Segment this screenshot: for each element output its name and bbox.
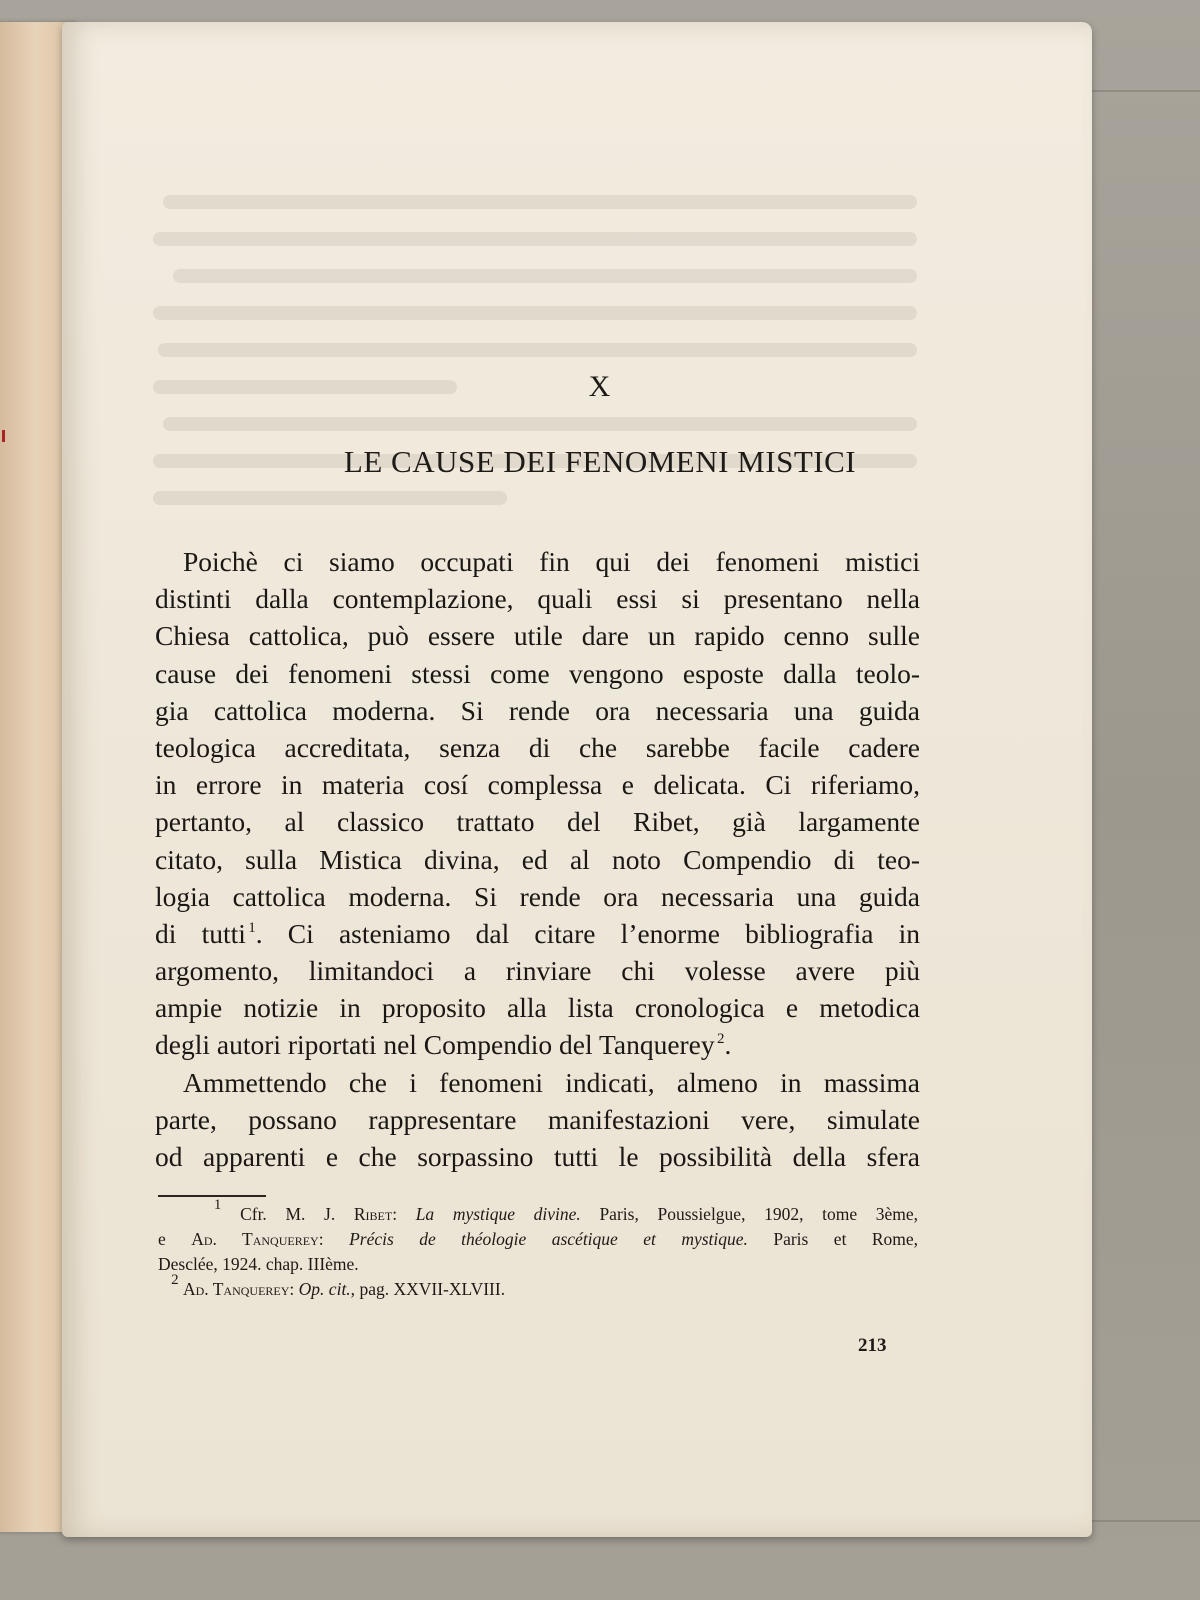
- body-line: logia cattolica moderna. Si rende ora necessaria una guida: [155, 880, 920, 912]
- footnote-text: :: [392, 1204, 398, 1224]
- footnotes: [158, 1197, 919, 1302]
- body-line: distinti dalla contemplazione, quali essi si presentano nella: [155, 583, 920, 615]
- red-mark: [2, 430, 5, 442]
- footnote-text: :: [289, 1279, 295, 1299]
- footnote-marker: 1: [213, 1197, 222, 1213]
- footnote-ref-1[interactable]: 1: [248, 919, 256, 936]
- body-line: citato, sulla Mistica divina, ed al noto Compendio di teo-: [155, 843, 920, 875]
- body-line: pertanto, al classico trattato del Ribet, già largamente: [155, 806, 920, 838]
- body-line: Ammettendo che i fenomeni indicati, almeno in massima: [183, 1066, 920, 1098]
- body-line: in errore in materia cosí complessa e delicata. Ci riferiamo,: [155, 769, 920, 801]
- footnote-title: Op. cit.,: [298, 1279, 356, 1299]
- footnote-author: Ad. Tanquerey: [183, 1279, 290, 1299]
- body-line: [155, 1026, 920, 1063]
- body-line: teologica accreditata, senza di che sarebbe facile cadere: [155, 731, 920, 763]
- body-line: Chiesa cattolica, può essere utile dare un rapido cenno sulle: [155, 620, 920, 652]
- body-line: parte, possano rappresentare manifestazioni vere, simulate: [155, 1103, 920, 1135]
- body-line: gia cattolica moderna. Si rende ora necessaria una guida: [155, 694, 920, 726]
- body-line: od apparenti e che sorpassino tutti le possibilità della sfera: [155, 1141, 920, 1172]
- body-text-segment: di tutti: [155, 917, 246, 949]
- footnote-author: Ad. Tanquerey: [191, 1229, 319, 1249]
- body-line: Poichè ci siamo occupati fin qui dei fenomeni mistici: [183, 546, 920, 577]
- footnote-1-line: [158, 1197, 919, 1227]
- footnote-marker: 2: [171, 1272, 179, 1288]
- footnote-text: Cfr. M. J.: [240, 1204, 336, 1224]
- body-text-segment: degli autori riportati nel Compendio del Tanquerey: [155, 1029, 715, 1061]
- footnote-ref-2[interactable]: 2: [716, 1031, 725, 1048]
- footnote-1-line: Desclée, 1924. chap. IIIème.: [158, 1254, 359, 1274]
- chapter-title: LE CAUSE DEI FENOMENI MISTICI: [343, 444, 857, 479]
- footnote-text: Paris et Rome,: [773, 1229, 919, 1249]
- footnote-text: :: [318, 1229, 324, 1249]
- body-text-segment: . Ci asteniamo dal citare l’enorme bibliografia in: [255, 917, 921, 949]
- footnote-title: La mystique divine.: [415, 1204, 581, 1224]
- footnote-1-line: [158, 1227, 918, 1252]
- body-line: [155, 915, 920, 952]
- body-line: cause dei fenomeni stessi come vengono esposte dalla teolo-: [155, 657, 920, 689]
- footnote-2-line: [158, 1272, 918, 1302]
- footnote-rule: [158, 1195, 266, 1197]
- footnote-text: Paris, Poussielgue, 1902, tome 3ème,: [599, 1204, 919, 1224]
- footnote-text: e: [158, 1229, 166, 1249]
- body-text: [155, 543, 920, 1175]
- body-line: ampie notizie in proposito alla lista cronologica e metodica: [155, 992, 920, 1024]
- footnote-author: Ribet: [353, 1204, 393, 1224]
- page-number: 213: [858, 1335, 887, 1356]
- body-text-segment: .: [724, 1029, 732, 1061]
- footnote-title: Précis de théologie ascétique et mystique.: [349, 1229, 748, 1249]
- body-line: argomento, limitandoci a rinviare chi volesse avere più: [155, 955, 920, 987]
- chapter-number: X: [588, 370, 612, 403]
- footnote-text: pag. XXVII-XLVIII.: [359, 1279, 506, 1299]
